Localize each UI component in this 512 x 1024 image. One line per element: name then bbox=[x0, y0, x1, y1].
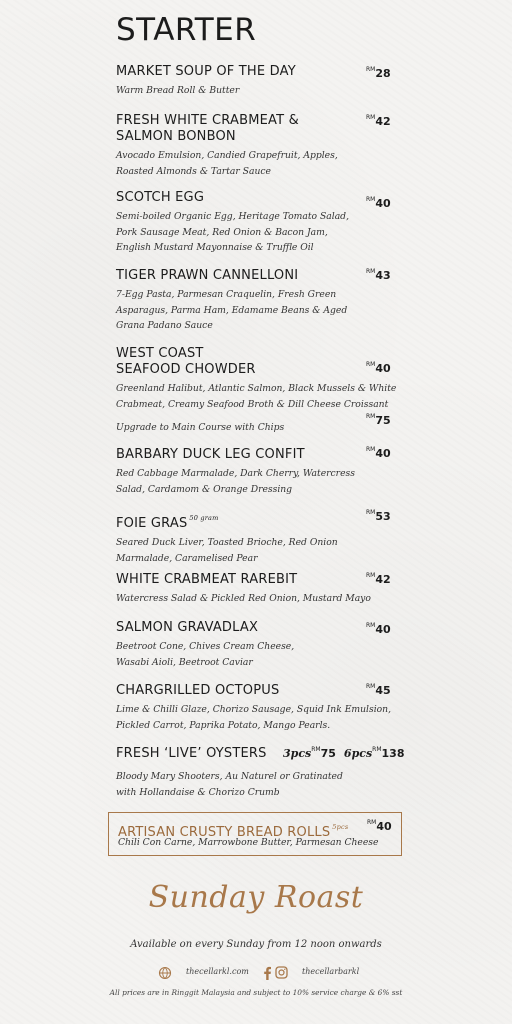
item-description: Pickled Carrot, Paprika Potato, Mango Pearls. bbox=[116, 719, 331, 731]
item-name: SALMON GRAVADLAX bbox=[116, 620, 259, 635]
option-qty: 3pcs bbox=[283, 747, 312, 760]
item-name: SALMON BONBON bbox=[116, 129, 236, 144]
price-disclaimer: All prices are in Ringgit Malaysia and subject to 10% service charge & 6% sst bbox=[109, 988, 403, 997]
option-currency: RM bbox=[311, 746, 321, 753]
item-description: Wasabi Aioli, Beetroot Caviar bbox=[116, 656, 253, 668]
item-name: CHARGRILLED OCTOPUS bbox=[116, 683, 280, 698]
item-description: Lime & Chilli Glaze, Chorizo Sausage, Squid Ink Emulsion, bbox=[116, 704, 392, 715]
item-description: Red Cabbage Marmalade, Dark Cherry, Watercress bbox=[116, 468, 355, 479]
item-price: $^{RM}$45 bbox=[366, 683, 391, 697]
item-description: Marmalade, Caramelised Pear bbox=[116, 552, 258, 564]
item-price: $^{RM}$40 bbox=[366, 361, 391, 375]
item-description: Asparagus, Parma Ham, Edamame Beans & Aged bbox=[116, 304, 348, 316]
item-description: Watercress Salad & Pickled Red Onion, Mustard Mayo bbox=[116, 593, 371, 604]
item-price: $^{RM}$40 bbox=[366, 446, 391, 460]
item-description: Crabmeat, Creamy Seafood Broth & Dill Cheese Croissant bbox=[116, 398, 389, 410]
item-description: English Mustard Mayonnaise & Truffle Oil bbox=[116, 242, 314, 253]
menu-item bbox=[116, 268, 396, 334]
item-price: $^{RM}$43 bbox=[366, 268, 391, 282]
item-name: MARKET SOUP OF THE DAY bbox=[116, 64, 296, 79]
item-price: $^{RM}$42 bbox=[366, 572, 391, 586]
item-description: 7-Egg Pasta, Parmesan Craquelin, Fresh Green bbox=[116, 289, 337, 300]
item-description: Semi-boiled Organic Egg, Heritage Tomato Salad, bbox=[116, 211, 349, 222]
menu-item bbox=[116, 64, 396, 99]
item-price: $^{RM}$40 bbox=[366, 196, 391, 210]
menu-item bbox=[116, 510, 396, 566]
upgrade-price: $^{RM}$75 bbox=[366, 413, 391, 427]
item-description: Greenland Halibut, Atlantic Salmon, Black Mussels & White bbox=[116, 383, 397, 394]
item-description: Grana Padano Sauce bbox=[116, 320, 213, 331]
website-link[interactable]: thecellarkl.com bbox=[186, 967, 249, 976]
option-qty: 6pcs bbox=[343, 747, 373, 760]
item-name: SEAFOOD CHOWDER bbox=[116, 362, 256, 377]
item-name: WEST COAST bbox=[116, 346, 204, 361]
option-price: 75 bbox=[320, 747, 336, 760]
item-price: $^{RM}$28 bbox=[366, 66, 391, 80]
item-price: $^{RM}$42 bbox=[366, 114, 391, 128]
availability-note: Available on every Sunday from 12 noon onwards bbox=[130, 939, 382, 950]
item-name: TIGER PRAWN CANNELLONI bbox=[116, 268, 299, 283]
item-name: FOIE GRAS $^{50 gram}$ bbox=[116, 514, 219, 531]
item-weight: 5pcs bbox=[332, 823, 349, 831]
section-heading: STARTER bbox=[116, 12, 257, 48]
menu-item bbox=[116, 447, 396, 497]
item-name: WHITE CRABMEAT RAREBIT bbox=[116, 572, 298, 587]
sunday-roast-title: Sunday Roast bbox=[148, 880, 364, 915]
option-price: 138 bbox=[381, 747, 405, 760]
featured-item-box bbox=[108, 812, 402, 856]
option-currency: RM bbox=[372, 746, 382, 753]
item-description: Bloody Mary Shooters, Au Naturel or Gratinated bbox=[116, 771, 343, 782]
item-description: Salad, Cardamom & Orange Dressing bbox=[116, 483, 293, 495]
item-description: Beetroot Cone, Chives Cream Cheese, bbox=[116, 641, 295, 652]
instagram-icon[interactable] bbox=[275, 966, 288, 979]
item-price: $^{RM}$40 bbox=[366, 622, 391, 636]
social-handle[interactable]: thecellarbarkl bbox=[302, 967, 360, 976]
oyster-price-options bbox=[283, 746, 405, 760]
featured-item-description: Chili Con Carne, Marrowbone Butter, Parmesan Cheese bbox=[118, 837, 379, 848]
item-name: SCOTCH EGG bbox=[116, 190, 205, 205]
item-name: FRESH ‘LIVE’ OYSTERS bbox=[116, 746, 267, 761]
menu-item bbox=[116, 683, 396, 733]
item-weight: 50 gram bbox=[189, 514, 219, 522]
facebook-icon[interactable] bbox=[263, 966, 272, 980]
item-description: Warm Bread Roll & Butter bbox=[116, 85, 240, 96]
upgrade-note: Upgrade to Main Course with Chips bbox=[116, 422, 285, 433]
menu-item bbox=[116, 572, 396, 607]
menu-item bbox=[116, 113, 396, 179]
menu-item bbox=[116, 620, 396, 670]
item-name: BARBARY DUCK LEG CONFIT bbox=[116, 447, 305, 462]
globe-icon bbox=[158, 966, 172, 980]
item-description: Seared Duck Liver, Toasted Brioche, Red Onion bbox=[116, 537, 338, 548]
item-name: FRESH WHITE CRABMEAT & bbox=[116, 113, 299, 128]
item-price: $^{RM}$53 bbox=[366, 509, 391, 523]
featured-item-name: ARTISAN CRUSTY BREAD ROLLS $^{5pcs}$ bbox=[118, 823, 349, 840]
item-description: Pork Sausage Meat, Red Onion & Bacon Jam, bbox=[116, 226, 328, 238]
featured-item-price: $^{RM}$40 bbox=[367, 819, 392, 833]
item-description: with Hollandaise & Chorizo Crumb bbox=[116, 786, 280, 798]
item-description: Avocado Emulsion, Candied Grapefruit, Apples, bbox=[116, 150, 338, 161]
item-description: Roasted Almonds & Tartar Sauce bbox=[116, 165, 271, 177]
menu-item bbox=[116, 190, 396, 256]
menu-item bbox=[116, 346, 396, 436]
